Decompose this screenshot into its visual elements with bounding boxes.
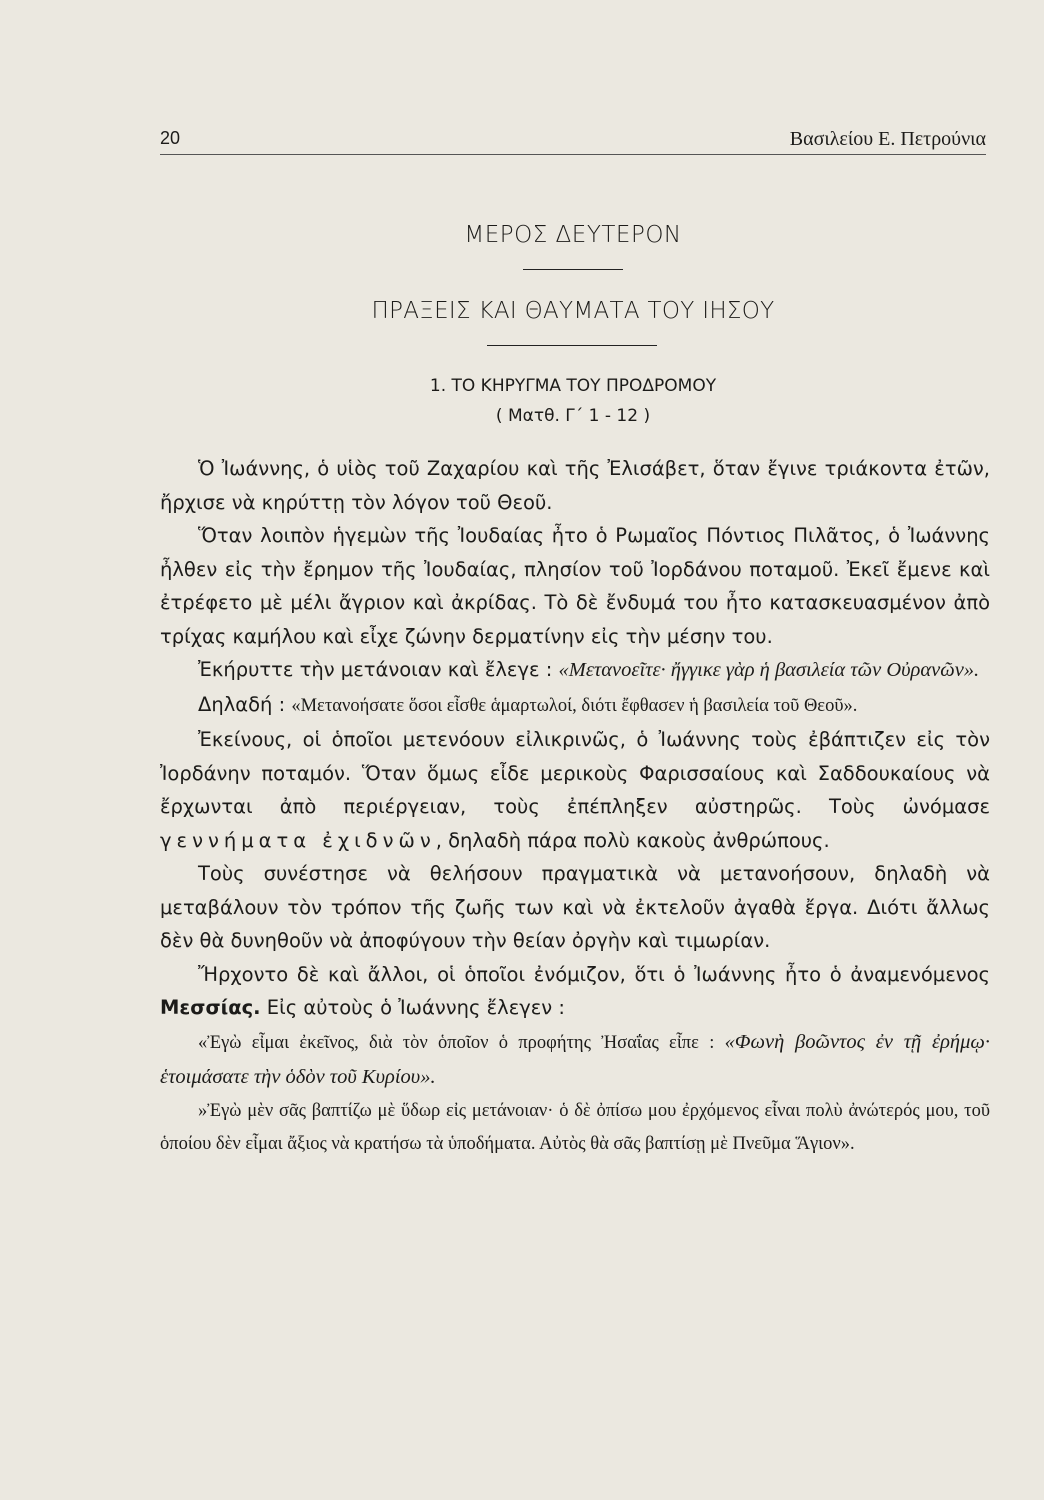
- paragraph-1: Ὁ Ἰωάννης, ὁ υἱὸς τοῦ Ζαχαρίου καὶ τῆς Ἐλισάβετ, ὅταν ἔγινε τριάκοντα ἐτῶν, ἤρχισε νὰ κηρύττῃ τὸν λόγον τοῦ Θεοῦ.: [160, 457, 990, 514]
- spaced-phrase: γεννήματα ἐχιδνῶν: [160, 828, 436, 852]
- paragraph-2: Ὅταν λοιπὸν ἡγεμὼν τῆς Ἰουδαίας ἦτο ὁ Ρωμαῖος Πόντιος Πιλᾶτος, ὁ Ἰωάννης ἦλθεν εἰς τὴν ἔρημον τῆς Ἰουδαίας, πλησίον τοῦ Ἰορδάνου ποταμοῦ. Ἐκεῖ ἔμενε καὶ ἐτρέφετο μὲ μέλι ἄγριον καὶ ἀκρίδας. Τὸ δὲ ἔνδυμά του ἦτο κατασκευασμένον ἀπὸ τρίχας καμήλου καὶ εἶχε ζώνην δερματίνην εἰς τὴν μέσην του.: [160, 524, 990, 648]
- header-rule: [160, 154, 986, 155]
- paragraph-8-text: «Ἐγὼ εἶμαι ἐκεῖνος, διὰ τὸν ὁποῖον ὁ προφήτης Ἠσαΐας εἶπε :: [198, 1032, 725, 1053]
- page-header: [160, 124, 986, 156]
- paragraph-4-text: «Μετανοήσατε ὅσοι εἶσθε ἁμαρτωλοί, διότι ἔφθασεν ἡ βασιλεία τοῦ Θεοῦ».: [291, 695, 858, 716]
- title-divider: [523, 269, 623, 270]
- paragraph-6: Τοὺς συνέστησε νὰ θελήσουν πραγματικὰ νὰ μετανοήσουν, δηλαδὴ νὰ μεταβάλουν τὸν τρόπον τῆς ζωῆς των καὶ νὰ ἐκτελοῦν ἀγαθὰ ἔργα. Διότι ἄλλως δὲν θὰ δυνηθοῦν νὰ ἀποφύγουν τὴν θείαν ὀργὴν καὶ τιμωρίαν.: [160, 862, 990, 952]
- paragraph-5-end: , δηλαδὴ πάρα πολὺ κακοὺς ἀνθρώπους.: [435, 828, 830, 852]
- paragraph-4: [160, 688, 990, 724]
- paragraph-3: [160, 653, 990, 688]
- paragraph-8: [160, 1025, 990, 1095]
- paragraph-9: »Ἐγὼ μὲν σᾶς βαπτίζω μὲ ὕδωρ εἰς μετάνοιαν· ὁ δὲ ὀπίσω μου ἐρχόμενος εἶναι πολὺ ἀνώτερός μου, τοῦ ὁποίου δὲν εἶμαι ἄξιος νὰ κρατήσω τὰ ὑποδήματα. Αὐτὸς θὰ σᾶς βαπτίσῃ μὲ Πνεῦμα Ἅγιον».: [160, 1100, 990, 1154]
- paragraph-3-text: Ἐκήρυττε τὴν μετάνοιαν καὶ ἔλεγε :: [198, 658, 559, 681]
- paragraph-7: [160, 958, 990, 1025]
- paragraph-7-text: Ἤρχοντο δὲ καὶ ἄλλοι, οἱ ὁποῖοι ἐνόμιζον, ὅτι ὁ Ἰωάννης ἦτο ὁ ἀναμενόμενος: [198, 962, 990, 986]
- title-divider-2: [487, 345, 657, 346]
- paragraph-5-text: Ἐκείνους, οἱ ὁποῖοι μετενόουν εἰλικρινῶς, ὁ Ἰωάννης τοὺς ἐβάπτιζεν εἰς τὸν Ἰορδάνην ποταμόν. Ὅταν ὅμως εἶδε μερικοὺς Φαρισσαίους καὶ Σαδδουκαίους νὰ ἔρχωνται ἀπὸ περιέργειαν, τοὺς ἐπέπληξεν αὐστηρῶς. Τοὺς ὠνόμασε: [160, 728, 990, 818]
- quote-isaiah: «Φωνὴ βοῶντος ἐν τῇ ἐρήμῳ· ἑτοιμάσατε τὴν ὁδὸν τοῦ Κυρίου».: [160, 1030, 990, 1088]
- running-head: Βασιλείου Ε. Πετρούνια: [789, 128, 986, 150]
- paragraph-7-end: Εἰς αὐτοὺς ὁ Ἰωάννης ἔλεγεν :: [260, 996, 565, 1019]
- messiah-word: Μεσσίας.: [160, 996, 261, 1019]
- scripture-reference: ( Ματθ. Γ΄ 1 - 12 ): [495, 406, 651, 426]
- paragraph-4-lead: Δηλαδή :: [198, 692, 292, 716]
- page-number: 20: [160, 128, 181, 148]
- part-title: ΜΕΡΟΣ ΔΕΥΤΕΡΟΝ: [464, 222, 682, 248]
- paragraph-5: [160, 723, 990, 857]
- section-title: 1. ΤΟ ΚΗΡΥΓΜΑ ΤΟΥ ΠΡΟΔΡΟΜΟΥ: [429, 376, 717, 396]
- quote-repent: «Μετανοεῖτε· ἤγγικε γὰρ ἡ βασιλεία τῶν Οὐρανῶν».: [558, 659, 980, 681]
- main-title: ΠΡΑΞΕΙΣ ΚΑΙ ΘΑΥΜΑΤΑ ΤΟΥ ΙΗΣΟΥ: [371, 298, 775, 324]
- body-text: [160, 452, 990, 1162]
